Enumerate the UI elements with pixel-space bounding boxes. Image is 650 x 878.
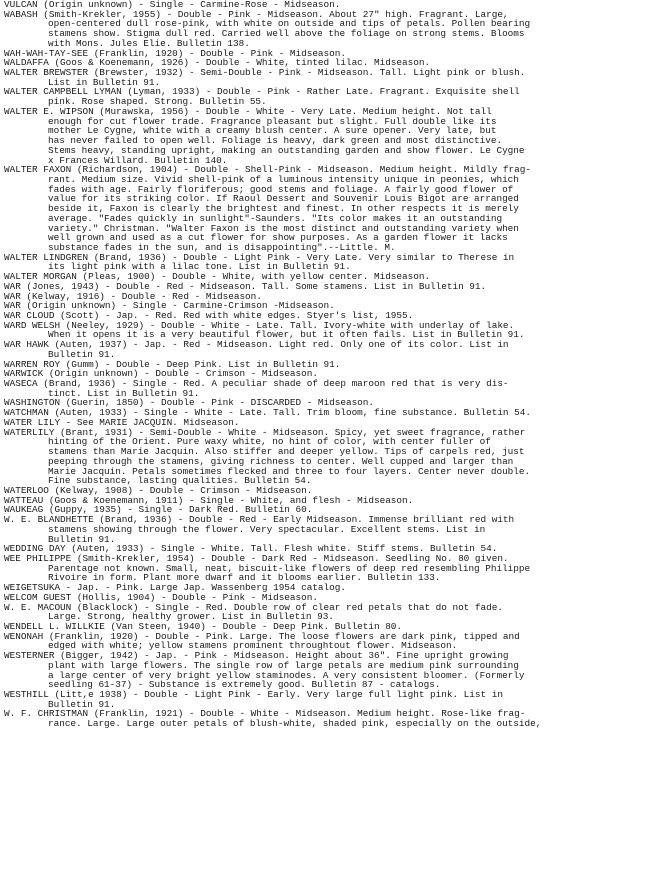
peony-entry [4, 253, 646, 272]
entry-first-line: WAR HAWK (Auten, 1937) - Jap. - Red - Midseason. Light red. Only one of its color. List in [4, 340, 509, 350]
entry-continuation-line: plant with large flowers. The single row of large petals are medium pink surrounding [48, 660, 519, 671]
entry-first-line: WEE PHILIPPE (Smith-Krekler, 1954) - Double - Dark Red - Midseason. Seedling No. 80 given. [4, 553, 509, 564]
entry-first-line: WALTER E. WIPSON (Murawska, 1956) - Double - White - Very Late. Medium height. Not tall [4, 106, 492, 117]
entry-first-line: WESTHILL (Litt,e 1938) - Double - Light Pink - Early. Very large full light pink. List in [4, 690, 503, 700]
peony-entry [4, 593, 646, 603]
entry-continuation-line: its light pink with a lilac tone. List in Bulletin 91. [48, 262, 351, 273]
entry-continuation-line: enough for cut flower trade. Fragrance pleasant but slight. Full double like its [48, 116, 497, 127]
peony-entry [4, 58, 646, 68]
entry-continuation-line: open-centered dull rose-pink, with white on outside and tips of petals. Pollen bearing [48, 19, 531, 30]
peony-entry [4, 10, 646, 49]
peony-entry [4, 603, 646, 622]
entry-continuation-line: value for its striking color. If Raoul Dessert and Souvenir Louis Bigot are arranged [48, 194, 519, 205]
entry-first-line: WEDDING DAY (Auten, 1933) - Single - White. Tall. Flesh white. Stiff stems. Bulletin 54. [4, 544, 498, 554]
peony-entry [4, 360, 646, 370]
entry-continuation-line: stamens showing through the flower. Very spectacular. Excellent stems. List in [48, 524, 486, 535]
entry-first-line: WATERLOO (Kelway, 1908) - Double - Crimson - Midseason. [4, 485, 313, 496]
entry-first-line: WEIGETSUKA - Jap. - Pink. Large Jap. Wassenberg 1954 catalog. [4, 583, 346, 593]
entry-first-line: W. E. BLANDHETTE (Brand, 1936) - Double - Red - Early Midseason. Immense brilliant red with [4, 515, 515, 525]
peony-entry [4, 622, 646, 632]
peony-entry [4, 428, 646, 486]
peony-entry [4, 311, 646, 321]
entry-continuation-line: well grown and used as a cut flower for show purposes. As a garden flower it lacks [48, 233, 508, 243]
entry-continuation-line: with Mons. Jules Elie. Bulletin 138. [48, 38, 250, 49]
entry-first-line: WENDELL L. WILLKIE (Van Steen, 1940) - Double - Deep Pink. Bulletin 80. [4, 622, 403, 632]
entry-first-line: WALTER LINDGREN (Brand, 1936) - Double - Light Pink - Very Late. Very similar to Therese in [4, 252, 515, 263]
entry-continuation-line: Large. Strong, healthy grower. List in Bulletin 93. [48, 612, 334, 622]
peony-entry [4, 369, 646, 379]
entry-continuation-line: has never failed to open well. Foliage is heavy, dark green and most distinctive. [48, 136, 503, 146]
entry-first-line: WENONAH (Franklin, 1920) - Double - Pink. Large. The loose flowers are dark pink, tipped and [4, 631, 520, 642]
entry-first-line: WAH-WAH-TAY-SEE (Franklin, 1920) - Double - Pink - Midseason. [4, 48, 346, 59]
entry-first-line: WATCHMAN (Auten, 1933) - Single - White - Late. Tall. Trim bloom, fine substance. Bulletin 54. [4, 408, 531, 418]
entry-first-line: WELCOM GUEST (Hollis, 1904) - Double - Pink - Midseason. [4, 592, 318, 603]
entry-first-line: W. F. CHRISTMAN (Franklin, 1921) - Double - White - Midseason. Medium height. Rose-like frag- [4, 709, 526, 720]
entry-continuation-line: substance fades in the sun, and is disappointing".--Little. M. [48, 242, 396, 253]
entry-continuation-line: Parentage not known. Small, neat, biscuit-like flowers of deep red resembling Philippe [48, 563, 531, 574]
peony-entry [4, 486, 646, 496]
entry-continuation-line: average. "Fades quickly in sunlight"-Saunders. "Its color makes it an outstanding [48, 213, 503, 224]
entry-first-line: WASECA (Brand, 1936) - Single - Red. A peculiar shade of deep maroon red that is very dis- [4, 379, 509, 389]
entry-continuation-line: hinting of the Orient. Pure waxy white, no hint of color, with center fuller of [48, 437, 491, 448]
entry-continuation-line: beside it, Faxon is clearly the brightest and finest. In other respects it is merely [48, 204, 519, 214]
entry-first-line: WAR (Origin unknown) - Single - Carmine-Crimson -Midseason. [4, 301, 335, 311]
entry-continuation-line: Bulletin 91. [48, 699, 116, 710]
peony-entry [4, 554, 646, 583]
entry-first-line: WATERLILY (Brant, 1931) - Semi-Double - White - Midseason. Spicy, yet sweet fragrance, rather [4, 427, 526, 438]
entry-first-line: WATTEAU (Goos & Koenemann, 1911) - Single - White, and flesh - Midseason. [4, 495, 414, 506]
peony-entry [4, 49, 646, 59]
entry-continuation-line: Stems heavy, standing upright, making an outstanding garden and show flower. Le Cygne [48, 145, 525, 156]
entry-first-line: WALTER BREWSTER (Brewster, 1932) - Semi-Double - Pink - Midseason. Tall. Light pink or blush. [4, 68, 526, 78]
peony-entry [4, 583, 646, 593]
entry-continuation-line: variety." Christman. "Walter Faxon is the most distinct and outstanding variety when [48, 223, 519, 234]
peony-entry [4, 107, 646, 165]
peony-entry [4, 505, 646, 515]
peony-entry [4, 632, 646, 651]
peony-entry [4, 292, 646, 302]
entry-first-line: WATER LILY - See MARIE JACQUIN. Midseason. [4, 417, 240, 428]
peony-entry [4, 418, 646, 428]
peony-entry [4, 690, 646, 709]
entry-continuation-line: x Frances Willard. Bulletin 140. [48, 155, 228, 166]
peony-entry [4, 272, 646, 282]
entry-first-line: WAUKEAG (Guppy, 1935) - Single - Dark Red. Bulletin 60. [4, 505, 313, 516]
peony-entry [4, 282, 646, 292]
peony-entry [4, 709, 646, 728]
entry-first-line: WASHINGTON (Guerin, 1850) - Double - Pink - DISCARDED - Midseason. [4, 398, 374, 409]
peony-entry [4, 651, 646, 690]
entry-first-line: WALTER FAXON (Richardson, 1904) - Double - Shell-Pink - Midseason. Medium height. Mildly frag- [4, 165, 531, 175]
entry-continuation-line: Bulletin 91. [48, 349, 116, 360]
peony-entry [4, 165, 646, 252]
entry-continuation-line: edged with white; yellow stamens prominent throughtout flower. Midseason. [48, 641, 458, 652]
entry-first-line: WARREN ROY (Gumm) - Double - Deep Pink. List in Bulletin 91. [4, 359, 341, 370]
peony-entry [4, 515, 646, 544]
entry-first-line: WALDAFFA (Goos & Koenemann, 1926) - Double - White, tinted lilac. Midseason. [4, 58, 431, 69]
peony-entry [4, 408, 646, 418]
entry-continuation-line: When it opens it is a very beautiful flower, but it often fails. List in Bulletin 91. [48, 330, 525, 341]
entry-continuation-line: Bulletin 91. [48, 534, 116, 545]
entry-first-line: VULCAN (Origin unknown) - Single - Carmine-Rose - Midseason. [4, 0, 341, 10]
entry-continuation-line: a large center of very bright yellow staminodes. A very consistent bloomer. (Formerly [48, 670, 525, 681]
entry-first-line: WAR (Kelway, 1916) - Double - Red - Midseason. [4, 291, 262, 302]
peony-entry [4, 321, 646, 340]
entry-continuation-line: seedling 61-37) - Substance is extremely good. Bulletin 87 - catalogs. [48, 680, 441, 691]
entry-first-line: WAR (Jones, 1943) - Double - Red - Midseason. Tall. Some stamens. List in Bulletin 91. [4, 281, 487, 292]
entry-continuation-line: tinct. List in Bulletin 91. [48, 388, 200, 399]
peony-entry [4, 544, 646, 554]
entry-continuation-line: rance. Large. Large outer petals of blush-white, shaded pink, especially on the outside, [48, 719, 542, 729]
entry-continuation-line: List in Bulletin 91. [48, 77, 161, 88]
entry-continuation-line: pink. Rose shaped. Strong. Bulletin 55. [48, 97, 267, 107]
peony-entry [4, 0, 646, 10]
entry-first-line: WARWICK (Origin unknown) - Double - Crimson - Midseason. [4, 369, 318, 380]
entry-continuation-line: stamens show. Stigma dull red. Carried well above the foliage on strong stems. Blooms [48, 29, 525, 39]
entry-first-line: WABASH (Smith-Krekler, 1955) - Double - Pink - Midseason. About 27" high. Fragrant. Large, [4, 9, 509, 20]
entry-first-line: WARD WELSH (Neeley, 1929) - Double - White - Late. Tall. Ivory-white with underlay of lake. [4, 320, 515, 331]
entry-continuation-line: Marie Jacquin. Petals sometimes flecked and three to four layers. Center never double. [48, 466, 531, 477]
peony-entry [4, 87, 646, 106]
peony-entry [4, 68, 646, 87]
entry-first-line: WALTER MORGAN (Pleas, 1900) - Double - White, with yellow center. Midseason. [4, 272, 431, 282]
peony-entry [4, 340, 646, 359]
entry-first-line: W. E. MACOUN (Blacklock) - Single - Red. Double row of clear red petals that do not fade. [4, 602, 503, 613]
entry-continuation-line: fades with age. Fairly floriferous; good stems and foliage. A fairly good flower of [48, 184, 514, 195]
peony-entry [4, 301, 646, 311]
entry-continuation-line: Rivoire in form. Plant more dwarf and it blooms earlier. Bulletin 133. [48, 573, 441, 584]
entry-first-line: WALTER CAMPBELL LYMAN (Lyman, 1933) - Double - Pink - Rather Late. Fragrant. Exquisite shell [4, 87, 520, 98]
entry-first-line: WAR CLOUD (Scott) - Jap. - Red. Red with white edges. Styer's list, 1955. [4, 311, 414, 321]
peony-entry [4, 398, 646, 408]
peony-entry [4, 496, 646, 506]
entry-continuation-line: mother Le Cygne, white with a creamy blush center. A sure opener. Very late, but [48, 126, 497, 137]
entry-continuation-line: peeping through the stamens, giving richness to center. Well cupped and larger than [48, 456, 514, 467]
entry-continuation-line: stamens than Marie Jacquin. Also stiffer and deeper yellow. Tips of carpels red, just [48, 447, 525, 457]
peony-entry [4, 379, 646, 398]
entry-continuation-line: Fine substance, lasting qualities. Bulletin 54. [48, 476, 312, 486]
entry-first-line: WESTERNER (Bigger, 1942) - Jap. - Pink - Midseason. Height about 36". Fine upright growing [4, 651, 509, 661]
entry-continuation-line: rant. Medium size. Vivid shell-pink of a luminous intensity unique in peonies, which [48, 174, 519, 185]
